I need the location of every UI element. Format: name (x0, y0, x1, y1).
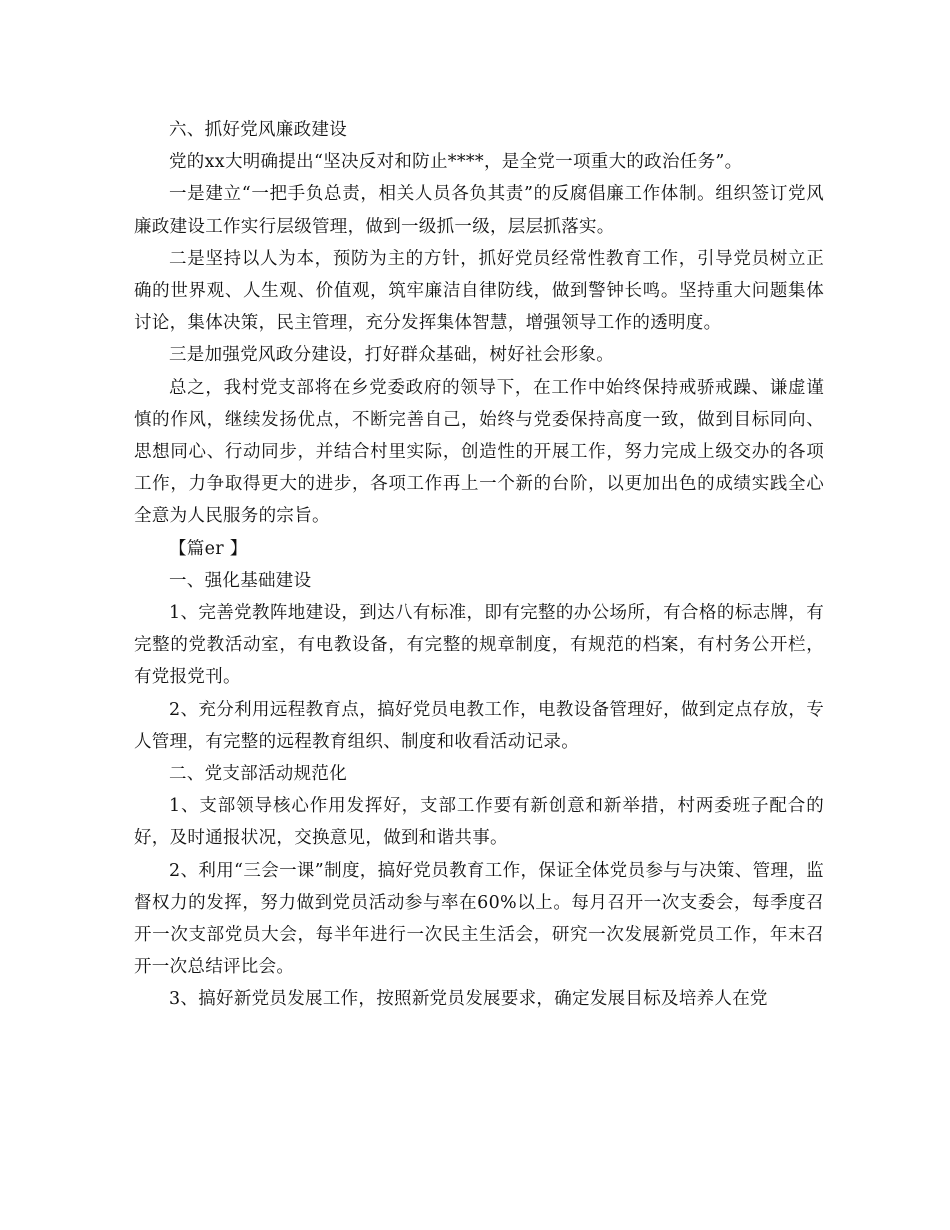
paragraph-infrastructure-1: 1、完善党教阵地建设，到达八有标准，即有完整的办公场所，有合格的标志牌，有完整的党教活动室，有电教设备，有完整的规章制度，有规范的档案，有村务公开栏，有党报党刊。 (134, 603, 824, 688)
document-body (134, 114, 824, 1016)
section-heading-infrastructure: 一、强化基础建设 (169, 570, 312, 591)
paragraph-branch-3: 3、搞好新党员发展工作，按照新党员发展要求，确定发展目标及培养人在党 (169, 989, 768, 1010)
paragraph-summary: 总之，我村党支部将在乡党委政府的领导下，在工作中始终保持戒骄戒躁、谦虚谨慎的作风，继续发扬优点，不断完善自己，始终与党委保持高度一致，做到目标同向、思想同心、行动同步，并结合村里实际，创造性的开展工作，努力完成上级交办的各项工作，力争取得更大的进步，各项工作再上一个新的台阶，以更加出色的成绩实践全心全意为人民服务的宗旨。 (134, 377, 824, 527)
paragraph-xx-congress: 党的xx大明确提出“坚决反对和防止****，是全党一项重大的政治任务”。 (169, 152, 743, 173)
section-heading-party-integrity: 六、抓好党风廉政建设 (169, 120, 347, 140)
paragraph-point-three: 三是加强党风政分建设，打好群众基础，树好社会形象。 (169, 345, 614, 366)
section-heading-branch-activities: 二、党支部活动规范化 (169, 764, 347, 785)
paragraph-infrastructure-2: 2、充分利用远程教育点，搞好党员电教工作，电教设备管理好，做到定点存放，专人管理，有完整的远程教育组织、制度和收看活动记录。 (134, 699, 824, 752)
paragraph-branch-2: 2、利用“三会一课”制度，搞好党员教育工作，保证全体党员参与与决策、管理，监督权力的发挥，努力做到党员活动参与率在60%以上。每月召开一次支委会，每季度召开一次支部党员大会，每半年进行一次民主生活会，研究一次发展新党员工作，年末召开一次总结评比会。 (134, 860, 824, 978)
paragraph-point-two: 二是坚持以人为本，预防为主的方针，抓好党员经常性教育工作，引导党员树立正确的世界观、人生观、价值观，筑牢廉洁自律防线，做到警钟长鸣。坚持重大问题集体讨论，集体决策，民主管理，充分发挥集体智慧，增强领导工作的透明度。 (134, 248, 824, 334)
chapter-marker: 【篇er 】 (169, 538, 248, 559)
paragraph-branch-1: 1、支部领导核心作用发挥好，支部工作要有新创意和新举措，村两委班子配合的好，及时通报状况，交换意见，做到和谐共事。 (134, 796, 824, 849)
paragraph-point-one: 一是建立“一把手负总责，相关人员各负其责”的反腐倡廉工作体制。组织签订党风廉政建设工作实行层级管理，做到一级抓一级，层层抓落实。 (134, 184, 824, 237)
